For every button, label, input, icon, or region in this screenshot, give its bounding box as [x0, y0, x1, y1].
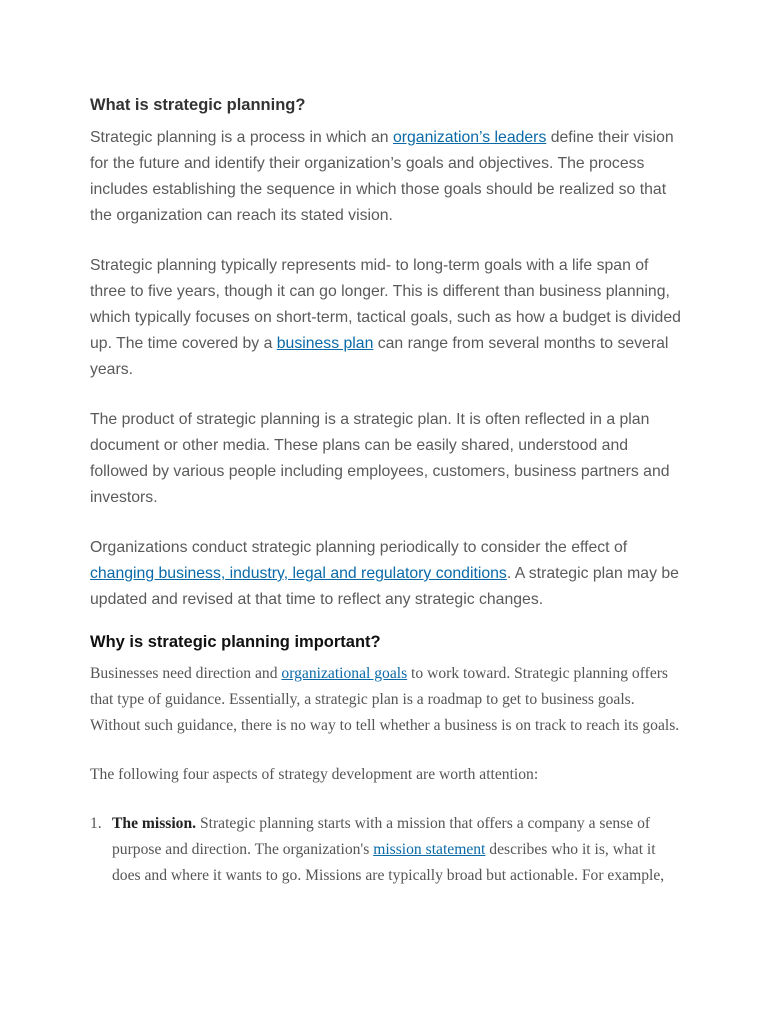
aspects-list	[90, 811, 682, 889]
link-business-plan[interactable]: business plan	[276, 335, 374, 352]
paragraph-definition	[90, 125, 682, 229]
link-mission-statement[interactable]: mission statement	[373, 841, 486, 858]
paragraph-time-span	[90, 253, 682, 383]
list-item-title: The mission.	[112, 815, 197, 832]
text-span: . A strategic plan may be updated and revised at that time to reflect any strategic changes.	[90, 565, 679, 608]
link-organizations-leaders[interactable]: organization’s leaders	[392, 129, 547, 146]
link-organizational-goals[interactable]: organizational goals	[281, 665, 408, 682]
section-heading-what-is-strategic-planning: What is strategic planning?	[90, 96, 306, 114]
text-span: Businesses need direction and	[90, 665, 282, 682]
list-item	[90, 811, 682, 889]
section-heading-why-important: Why is strategic planning important?	[90, 633, 381, 651]
text-span: describes who it is, what it does and where it wants to go. Missions are typically broad but actionable. For example,	[112, 841, 665, 884]
text-span: Organizations conduct strategic planning periodically to consider the effect of	[90, 539, 628, 556]
article-body	[90, 92, 682, 889]
link-changing-conditions[interactable]: changing business, industry, legal and regulatory conditions	[90, 565, 507, 582]
text-span: Strategic planning typically represents mid- to long-term goals with a life span of three to five years, though it can go longer. This is different than business planning, which typically focuses on short-term, tactical goals, such as how a budget is divided up. The time covered by a	[90, 257, 681, 352]
paragraph-four-aspects: The following four aspects of strategy development are worth attention:	[90, 766, 539, 783]
text-span: define their vision for the future and identify their organization’s goals and objectives. The process includes establishing the sequence in which those goals should be realized so that the organization can reach its stated vision.	[90, 129, 674, 224]
text-span: Strategic planning starts with a mission that offers a company a sense of purpose and direction. The organization's	[112, 815, 651, 858]
text-span: to work toward. Strategic planning offers that type of guidance. Essentially, a strategic plan is a roadmap to get to business goals. Without such guidance, there is no way to tell whether a business is on track to reach its goals.	[90, 665, 680, 734]
paragraph-periodic-planning	[90, 535, 682, 613]
paragraph-strategic-plan-product: The product of strategic planning is a strategic plan. It is often reflected in a plan document or other media. These plans can be easily shared, understood and followed by various people including employees, customers, business partners and investors.	[90, 411, 670, 506]
list-number: 1.	[90, 815, 102, 832]
paragraph-direction	[90, 661, 682, 739]
text-span: can range from several months to several years.	[90, 335, 669, 378]
text-span: Strategic planning is a process in which an	[90, 129, 393, 146]
